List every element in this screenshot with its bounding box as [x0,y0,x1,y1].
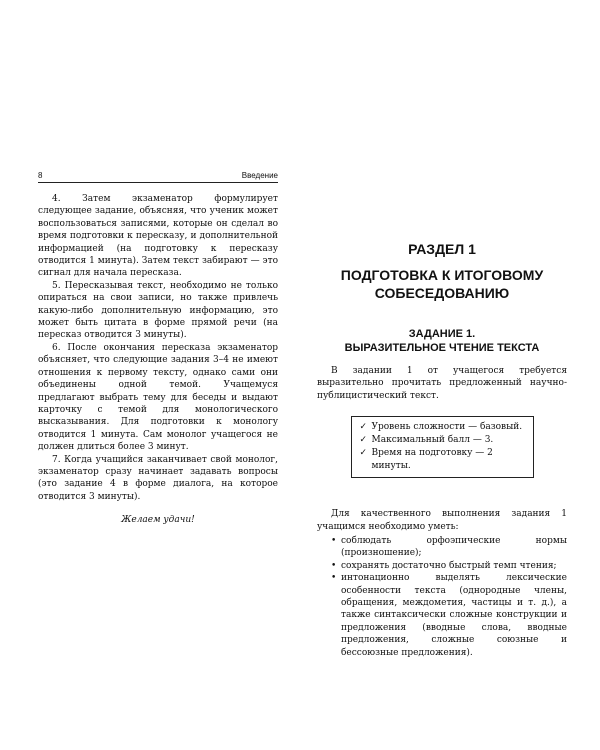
checkmark-icon: ✓ [359,435,368,446]
header-title: Введение [241,171,278,180]
checkmark-icon: ✓ [359,422,368,433]
paragraph-7: 7. Когда учащийся заканчивает свой монолог, экзаменатор сразу начинает задавать вопросы (это задание 4 в форме диалога, на которое отводится 3 минуты). [38,454,278,502]
paragraph-5: 5. Пересказывая текст, необходимо не только опираться на свои записи, но также привлечь какую-либо дополнительную информацию, это может быть цитата в форме прямой речи (на пересказ отводится 3 минуты). [38,280,278,341]
task-label: ЗАДАНИЕ 1. [408,328,476,340]
list-item: • соблюдать орфоэпические нормы (произношение); [331,536,567,559]
right-page [317,241,567,659]
bullet-icon: • [331,536,337,547]
skills-list [317,535,567,659]
bullet-icon: • [331,560,337,571]
list-item: • сохранять достаточно быстрый темп чтения; [331,560,557,571]
section-label: РАЗДЕЛ 1 [408,241,476,257]
info-item: ✓ Время на подготовку — 2 минуты. [359,448,493,472]
left-body [38,193,278,503]
needs-intro: Для качественного выполнения задания 1 учащимся необходимо уметь: [317,509,567,532]
page-number: 8 [38,171,43,180]
info-item: ✓ Уровень сложности — базовый. [359,422,523,433]
task-intro: В задании 1 от учащегося требуется выразительно прочитать предложенный научно-публицистический текст. [317,366,567,401]
page-header [38,171,278,183]
bullet-icon: • [331,573,337,584]
info-item: ✓ Максимальный балл — 3. [359,435,494,446]
closing-wish: Желаем удачи! [121,515,195,526]
paragraph-4: 4. Затем экзаменатор формулирует следующее задание, объясняя, что ученик может воспользоваться записями, которые он сделал во время подготовки к пересказу, и дополнительной информацией (на подготовку к пересказу отводится 1 минута). Затем текст забирают — это сигнал для начала пересказа. [38,194,278,279]
checkmark-icon: ✓ [359,448,368,459]
task-heading [317,327,567,355]
list-item: • интонационно выделять лексические особенности текста (однородные члены, обращения, междометия, частицы и т. д.), а также синтаксически сложные конструкции и предложения (вводные слова, вводные предложения, сложные союзные и бессоюзные предложения). [331,573,567,658]
paragraph-6: 6. После окончания пересказа экзаменатор объясняет, что следующие задания 3–4 не имеют отношения к первому тексту, однако сами они объединены одной темой. Учащемуся предлагают выбрать тему для беседы и выдают карточку с темой для монологического высказывания. Для подготовки к монологу отводится 1 минута. Сам монолог учащегося не должен длиться более 3 минут. [38,342,278,453]
info-box [351,416,534,478]
task-title: ВЫРАЗИТЕЛЬНОЕ ЧТЕНИЕ ТЕКСТА [344,342,540,354]
left-page [38,171,278,525]
section-title: ПОДГОТОВКА К ИТОГОВОМУ СОБЕСЕДОВАНИЮ [340,267,544,301]
